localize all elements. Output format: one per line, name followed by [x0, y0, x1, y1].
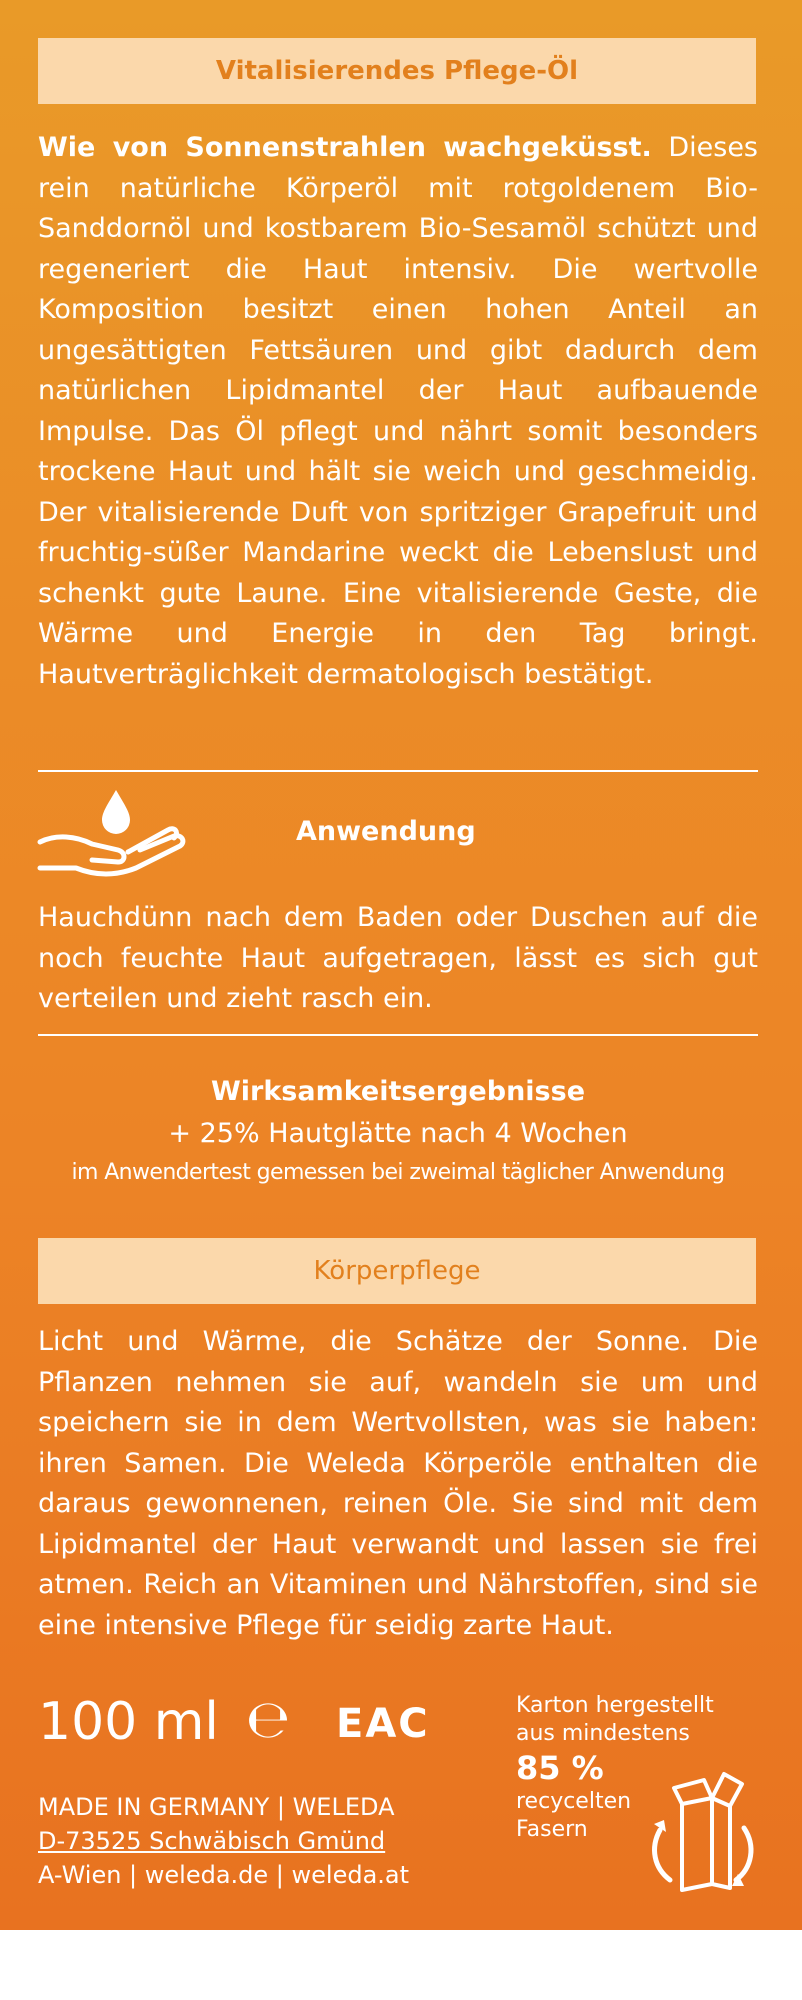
intro-lead: Wie von Sonnenstrahlen wachgeküsst. [38, 132, 652, 163]
intro-body: Dieses rein natürliche Körperöl mit rotgoldenem Bio-Sanddornöl und kostbarem Bio-Sesamöl schützt und regeneriert die Haut intensiv. Die wertvolle Komposition besitzt einen hohen Anteil an ungesättigten Fettsäuren und gibt dadurch dem natürlichen Lipidmantel der Haut aufbauende Impulse. Das Öl pflegt und nährt somit besonders trockene Haut und hält sie weich und geschmeidig. Der vitalisierende Duft von spritziger Grapefruit und fruchtig-süßer Mandarine weckt die Lebenslust und schenkt gute Laune. Eine vitalisierende Geste, die Wärme und Energie in den Tag bringt. Hautverträglichkeit dermatologisch bestätigt. [38, 132, 758, 690]
recycling-percent: 85 % [516, 1749, 604, 1787]
usage-heading: Anwendung [296, 816, 476, 847]
recycling-line2: aus mindestens [516, 1721, 690, 1746]
address-line2: D-73525 Schwäbisch Gmünd [38, 1827, 386, 1855]
results-line2: im Anwendertest gemessen bei zweimal täglicher Anwendung [71, 1160, 725, 1185]
product-title: Vitalisierendes Pflege-Öl [38, 38, 756, 104]
volume: 100 ml [38, 1692, 219, 1752]
bottom-edge [0, 1930, 802, 2000]
address-line1: MADE IN GERMANY | WELEDA [38, 1793, 395, 1821]
address-line3: A-Wien | weleda.de | weleda.at [38, 1861, 410, 1889]
body-care-text: Licht und Wärme, die Schätze der Sonne. Die Pflanzen nehmen sie auf, wandeln sie um und speichern sie in dem Wertvollsten, was sie haben: ihren Samen. Die Weleda Körperöle enthalten die daraus gewonnenen, reinen Öle. Sie sind mit dem Lipidmantel der Haut verwandt und lassen sie frei atmen. Reich an Vitaminen und Nährstoffen, sind sie eine intensive Pflege für seidig zarte Haut. [38, 1326, 758, 1641]
recycling-line4: Fasern [516, 1817, 588, 1842]
eac-mark: EAC [336, 1701, 430, 1747]
address [38, 1790, 409, 1892]
intro-paragraph [38, 128, 758, 695]
divider-1 [38, 770, 758, 772]
divider-2 [38, 1034, 758, 1036]
recycle-box-icon [640, 1758, 760, 1898]
recycling-line3: recycelten [516, 1789, 632, 1814]
results-heading: Wirksamkeitsergebnisse [210, 1076, 586, 1107]
results-line1: + 25% Hautglätte nach 4 Wochen [168, 1118, 628, 1149]
hand-drop-icon [36, 784, 186, 884]
recycling-line1: Karton hergestellt [516, 1693, 714, 1718]
body-care-heading: Körperpflege [38, 1238, 756, 1304]
usage-text: Hauchdünn nach dem Baden oder Duschen auf die noch feuchte Haut aufgetragen, lässt es sich gut verteilen und zieht rasch ein. [38, 902, 758, 1014]
estimated-sign: ℮ [246, 1690, 291, 1750]
